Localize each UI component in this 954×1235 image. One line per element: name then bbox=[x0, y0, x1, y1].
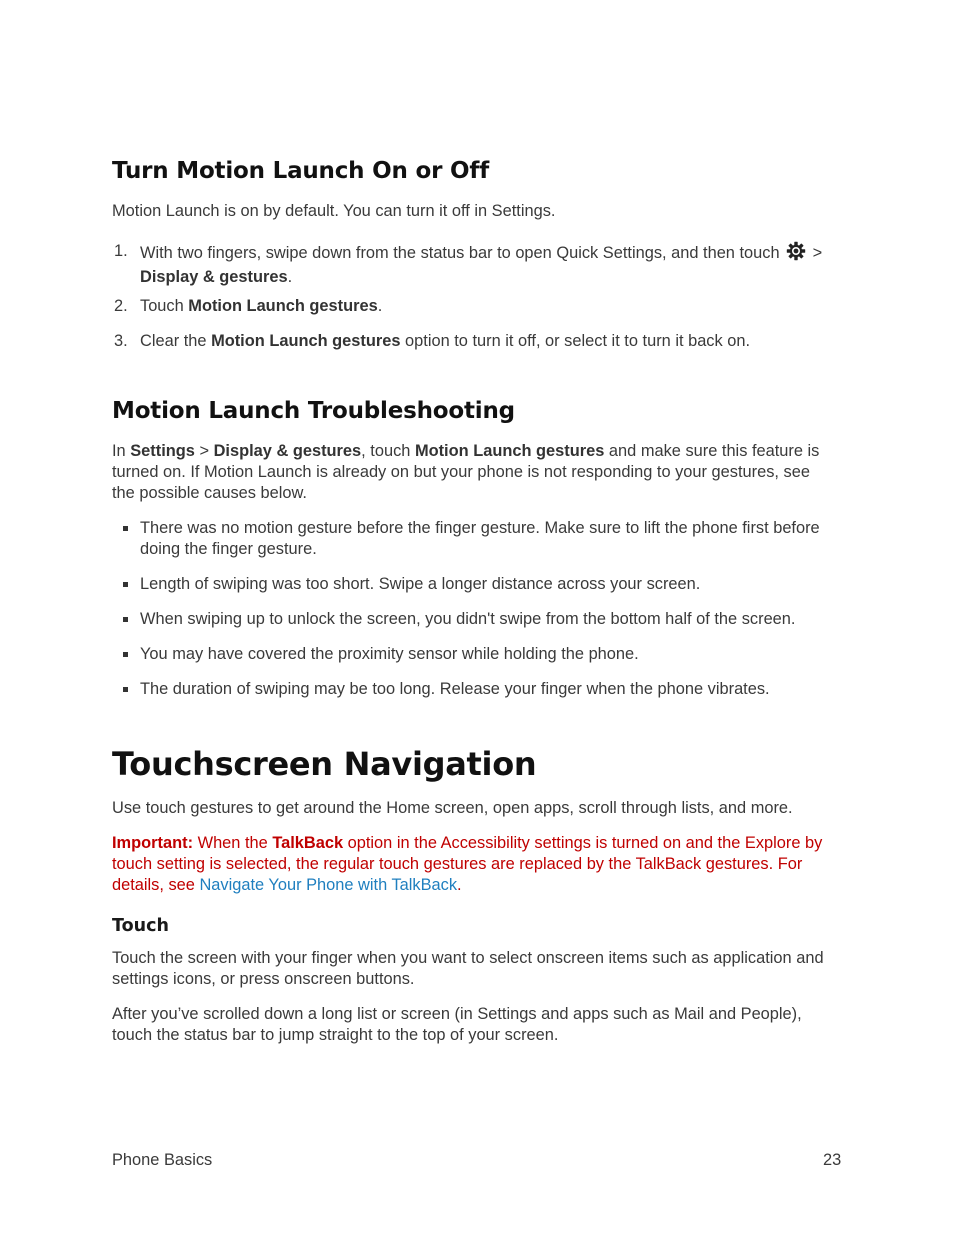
note-text-part: option in the Accessibility settings is turned on and the Explore by touch setting is selected, the regular touch gestures are replaced by the TalkBack gestures. For details, see bbox=[112, 834, 823, 894]
section-intro bbox=[112, 441, 837, 504]
section-intro: Use touch gestures to get around the Home screen, open apps, scroll through lists, and more. bbox=[112, 799, 793, 817]
bullet-square-icon bbox=[123, 687, 128, 692]
step-text-part: . bbox=[287, 268, 293, 286]
intro-bold-text: Display & gestures bbox=[213, 442, 362, 460]
note-bold-text: TalkBack bbox=[272, 834, 344, 852]
footer-page-number: 23 bbox=[823, 1151, 842, 1169]
intro-bold-text: Motion Launch gestures bbox=[414, 442, 605, 460]
section-heading-troubleshooting: Motion Launch Troubleshooting bbox=[112, 398, 515, 424]
step-text-part: Touch bbox=[140, 297, 189, 315]
step-number: 3. bbox=[114, 332, 128, 350]
note-text-part: . bbox=[457, 876, 462, 894]
step-text bbox=[140, 331, 840, 352]
step-text-part: . bbox=[377, 297, 383, 315]
bullet-square-icon bbox=[123, 652, 128, 657]
bullet-text: There was no motion gesture before the finger gesture. Make sure to lift the phone first before doing the finger gesture. bbox=[140, 519, 820, 558]
bullet-square-icon bbox=[123, 526, 128, 531]
bullet-text: The duration of swiping may be too long. Release your finger when the phone vibrates. bbox=[140, 680, 770, 698]
touch-paragraph: After you’ve scrolled down a long list or screen (in Settings and apps such as Mail and People), touch the status bar to jump straight to the top of your screen. bbox=[112, 1005, 802, 1044]
important-note bbox=[112, 833, 837, 896]
bullet-square-icon bbox=[123, 617, 128, 622]
bullet-text: Length of swiping was too short. Swipe a longer distance across your screen. bbox=[140, 575, 701, 593]
step-bold-text: Display & gestures bbox=[140, 268, 288, 286]
note-text-part: When the bbox=[193, 834, 273, 852]
intro-text-part: , touch bbox=[361, 442, 415, 460]
step-text bbox=[140, 296, 840, 317]
step-text-part: > bbox=[808, 244, 823, 262]
intro-text-part: and make sure this feature is turned on. If Motion Launch is already on but your phone is not responding to your gestures, see the possible causes below. bbox=[112, 442, 820, 502]
footer-section-name: Phone Basics bbox=[112, 1151, 213, 1169]
touch-paragraph: Touch the screen with your finger when you want to select onscreen items such as application and settings icons, or press onscreen buttons. bbox=[112, 949, 824, 988]
step-number: 1. bbox=[114, 242, 128, 260]
intro-bold-text: Settings bbox=[130, 442, 195, 460]
step-bold-text: Motion Launch gestures bbox=[188, 297, 378, 315]
talkback-link[interactable]: Navigate Your Phone with TalkBack bbox=[199, 876, 458, 894]
step-text-part: option to turn it off, or select it to turn it back on. bbox=[400, 332, 751, 350]
step-text-part: Clear the bbox=[140, 332, 212, 350]
bullet-square-icon bbox=[123, 582, 128, 587]
settings-gear-icon bbox=[786, 241, 806, 267]
chapter-heading-touchscreen-navigation: Touchscreen Navigation bbox=[112, 745, 537, 783]
important-label: Important: bbox=[112, 834, 194, 852]
section-heading-motion-launch: Turn Motion Launch On or Off bbox=[112, 158, 489, 184]
step-bold-text: Motion Launch gestures bbox=[211, 332, 401, 350]
intro-text-part: > bbox=[194, 442, 214, 460]
intro-text-part: In bbox=[112, 442, 131, 460]
bullet-text: You may have covered the proximity sensor while holding the phone. bbox=[140, 645, 639, 663]
step-text bbox=[140, 241, 840, 288]
subsection-heading-touch: Touch bbox=[112, 916, 169, 936]
bullet-text: When swiping up to unlock the screen, you didn't swipe from the bottom half of the screen. bbox=[140, 610, 796, 628]
section-intro: Motion Launch is on by default. You can turn it off in Settings. bbox=[112, 202, 556, 220]
step-text-part: With two fingers, swipe down from the status bar to open Quick Settings, and then touch bbox=[140, 244, 785, 262]
step-number: 2. bbox=[114, 297, 128, 315]
